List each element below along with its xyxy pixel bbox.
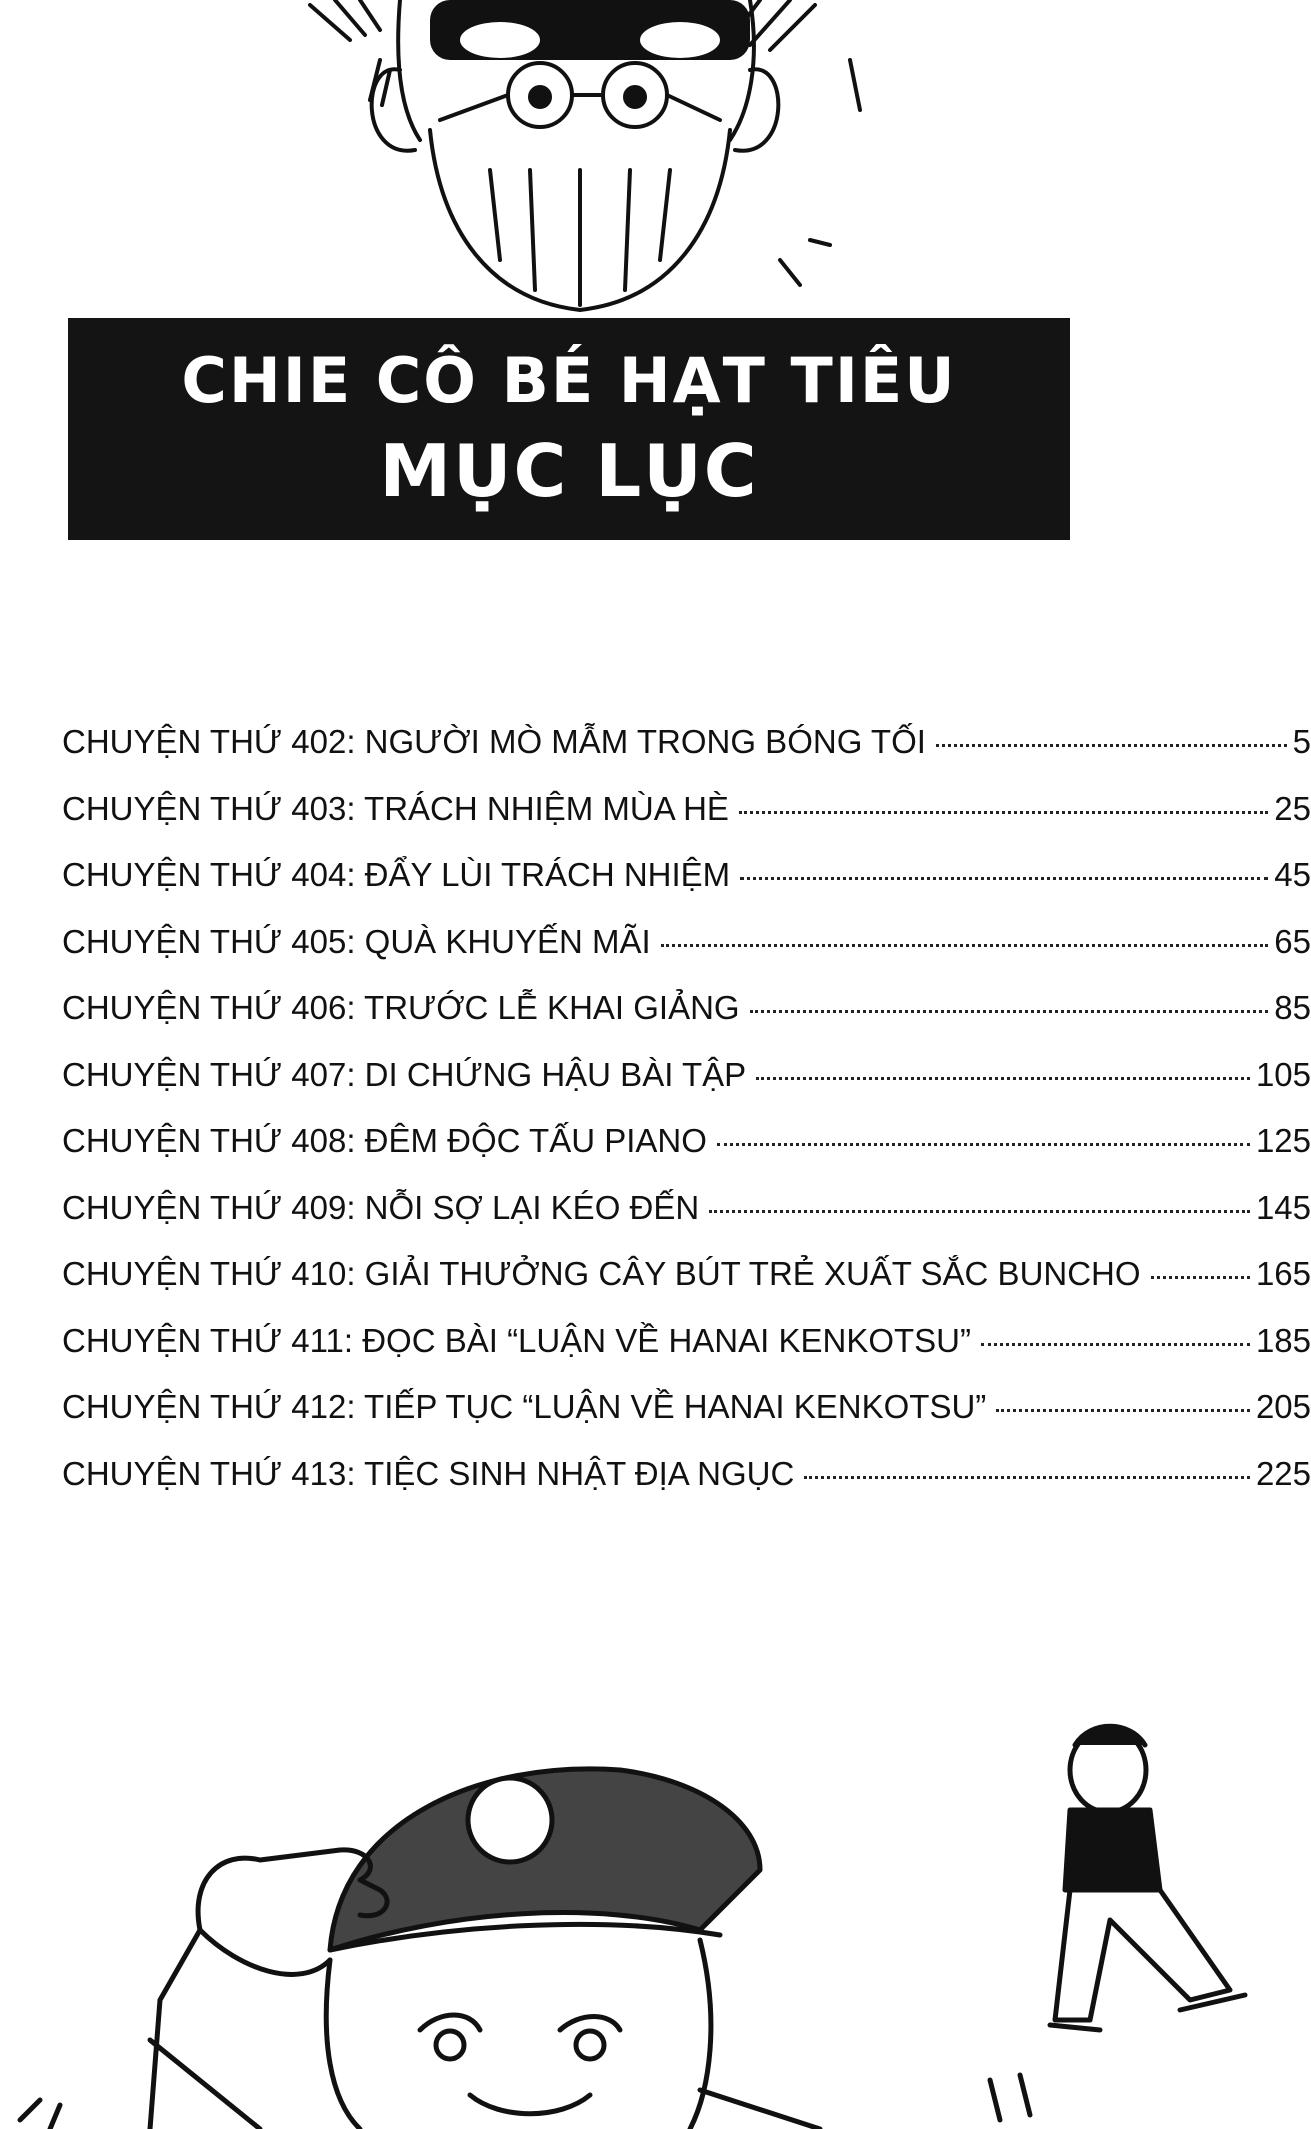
toc-entry [62, 1388, 1311, 1455]
toc-entry-title: CHUYỆN THỨ 403: TRÁCH NHIỆM MÙA HÈ [62, 789, 729, 827]
toc-entry [62, 790, 1311, 857]
old-man-illustration [290, 0, 910, 320]
toc-entry-page: 65 [1274, 922, 1311, 960]
toc-entry-title: CHUYỆN THỨ 404: ĐẨY LÙI TRÁCH NHIỆM [62, 856, 731, 893]
toc-entry-page: 125 [1255, 1122, 1311, 1159]
toc-leader-dots [756, 1077, 1250, 1080]
characters-illustration [0, 1700, 1311, 2129]
toc-leader-dots [740, 877, 1268, 880]
toc-leader-dots [661, 944, 1269, 947]
toc-leader-dots [709, 1210, 1250, 1213]
toc-entry-page: 145 [1255, 1188, 1311, 1226]
toc-entry-title: CHUYỆN THỨ 407: DI CHỨNG HẬU BÀI TẬP [62, 1055, 747, 1093]
toc-entry [62, 856, 1311, 923]
toc-entry-title: CHUYỆN THỨ 402: NGƯỜI MÒ MẪM TRONG BÓNG TỐI [62, 723, 926, 760]
toc-entry [62, 989, 1311, 1056]
toc-entry-page: 105 [1255, 1055, 1311, 1093]
toc-entry-page: 165 [1255, 1255, 1311, 1292]
toc-leader-dots [717, 1143, 1250, 1146]
toc-entry-title: CHUYỆN THỨ 413: TIỆC SINH NHẬT ĐỊA NGỤC [62, 1454, 795, 1492]
toc-leader-dots [981, 1343, 1250, 1346]
toc-entry-page: 85 [1274, 989, 1311, 1026]
toc-entry-page: 205 [1255, 1388, 1311, 1425]
toc-entry-title: CHUYỆN THỨ 411: ĐỌC BÀI “LUẬN VỀ HANAI KENKOTSU” [62, 1321, 971, 1359]
table-of-contents [62, 723, 1311, 1521]
toc-entry-page: 225 [1255, 1454, 1311, 1492]
toc-entry-title: CHUYỆN THỨ 408: ĐÊM ĐỘC TẤU PIANO [62, 1122, 707, 1159]
toc-leader-dots [996, 1409, 1250, 1412]
toc-heading: MỤC LỤC [379, 429, 759, 514]
toc-entry-page: 185 [1255, 1321, 1311, 1359]
toc-entry [62, 1056, 1311, 1123]
toc-entry [62, 1122, 1311, 1189]
toc-entry-title: CHUYỆN THỨ 412: TIẾP TỤC “LUẬN VỀ HANAI KENKOTSU” [62, 1388, 987, 1425]
toc-leader-dots [1151, 1276, 1250, 1279]
toc-entry [62, 723, 1311, 790]
toc-entry-title: CHUYỆN THỨ 406: TRƯỚC LỄ KHAI GIẢNG [62, 989, 740, 1026]
toc-entry [62, 923, 1311, 990]
title-banner [68, 318, 1070, 540]
toc-entry-page: 45 [1274, 856, 1311, 893]
toc-entry-title: CHUYỆN THỨ 405: QUÀ KHUYẾN MÃI [62, 922, 651, 960]
toc-entry [62, 1455, 1311, 1522]
toc-leader-dots [936, 744, 1287, 747]
toc-entry [62, 1322, 1311, 1389]
toc-entry-page: 25 [1274, 789, 1311, 827]
book-title: CHIE CÔ BÉ HẠT TIÊU [181, 343, 957, 417]
toc-entry [62, 1255, 1311, 1322]
toc-leader-dots [750, 1010, 1269, 1013]
toc-entry-page: 5 [1292, 723, 1311, 760]
toc-entry [62, 1189, 1311, 1256]
toc-entry-title: CHUYỆN THỨ 410: GIẢI THƯỞNG CÂY BÚT TRẺ XUẤT SẮC BUNCHO [62, 1255, 1141, 1292]
toc-entry-title: CHUYỆN THỨ 409: NỖI SỢ LẠI KÉO ĐẾN [62, 1188, 700, 1226]
toc-leader-dots [804, 1476, 1250, 1479]
toc-leader-dots [739, 811, 1268, 814]
